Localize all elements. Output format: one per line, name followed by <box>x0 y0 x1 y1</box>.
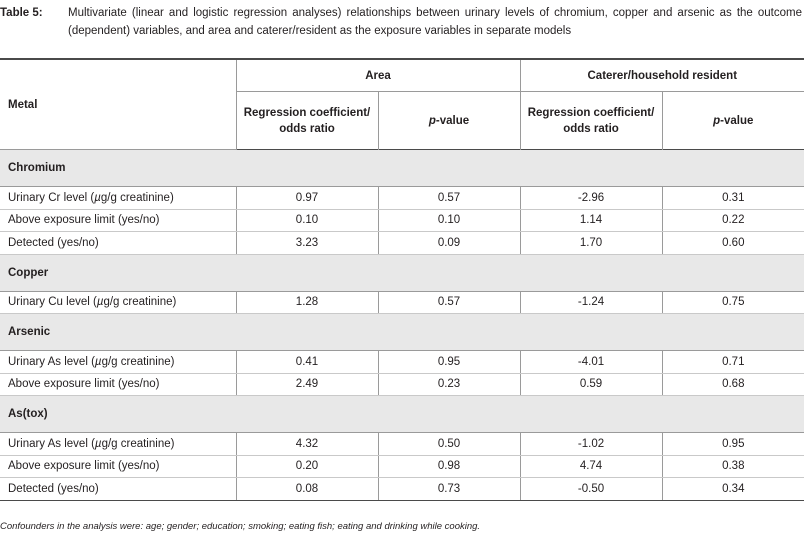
table-caption <box>0 4 804 40</box>
cell-area-p: 0.73 <box>378 478 520 501</box>
cell-area-p: 0.09 <box>378 232 520 255</box>
cell-area-coef: 2.49 <box>236 373 378 396</box>
cell-area-p: 0.95 <box>378 351 520 374</box>
row-label <box>0 455 236 478</box>
row-label <box>0 373 236 396</box>
cell-area-p: 0.23 <box>378 373 520 396</box>
mu-symbol: µ <box>94 191 101 204</box>
row-label <box>0 291 236 314</box>
row-label-text: Urinary Cr level ( <box>8 191 95 204</box>
cell-caterer-p: 0.95 <box>662 433 804 456</box>
cell-caterer-coef: 4.74 <box>520 455 662 478</box>
row-label-unit: g/g creatinine) <box>103 296 177 309</box>
p-letter: p <box>428 114 436 127</box>
cell-caterer-p: 0.31 <box>662 187 804 210</box>
row-label <box>0 478 236 501</box>
column-header-area-coef: Regression coefficient/ odds ratio <box>236 92 378 150</box>
column-header-area-p <box>378 92 520 150</box>
p-suffix: -value <box>720 114 754 127</box>
row-label <box>0 433 236 456</box>
row-label-text: Above exposure limit (yes/no) <box>8 378 160 391</box>
mu-symbol: µ <box>94 355 102 368</box>
cell-caterer-coef: 1.70 <box>520 232 662 255</box>
cell-caterer-coef: -2.96 <box>520 187 662 210</box>
table-row <box>0 351 804 374</box>
cell-caterer-coef: 1.14 <box>520 209 662 232</box>
cell-caterer-coef: -4.01 <box>520 351 662 374</box>
column-header-caterer-coef: Regression coefficient/ odds ratio <box>520 92 662 150</box>
section-title: Chromium <box>0 150 804 187</box>
table-row <box>0 455 804 478</box>
p-letter: p <box>713 114 721 127</box>
section-title: Copper <box>0 254 804 291</box>
cell-caterer-coef: 0.59 <box>520 373 662 396</box>
cell-area-p: 0.98 <box>378 455 520 478</box>
table-row <box>0 291 804 314</box>
table-row <box>0 373 804 396</box>
cell-area-p: 0.10 <box>378 209 520 232</box>
table-body <box>0 150 804 501</box>
cell-area-coef: 1.28 <box>236 291 378 314</box>
cell-caterer-p: 0.75 <box>662 291 804 314</box>
row-label <box>0 187 236 210</box>
table-row <box>0 478 804 501</box>
row-label-unit: g/g creatinine) <box>101 437 175 450</box>
column-header-metal: Metal <box>0 59 236 150</box>
column-group-caterer: Caterer/household resident <box>520 59 804 92</box>
header-row-groups <box>0 59 804 92</box>
row-label-text: Above exposure limit (yes/no) <box>8 460 160 473</box>
table-row <box>0 232 804 255</box>
row-label-unit: g/g creatinine) <box>101 355 175 368</box>
cell-caterer-p: 0.34 <box>662 478 804 501</box>
cell-area-p: 0.50 <box>378 433 520 456</box>
table-row <box>0 433 804 456</box>
cell-caterer-coef: -1.02 <box>520 433 662 456</box>
row-label-text: Urinary As level ( <box>8 355 95 368</box>
row-label-text: Detected (yes/no) <box>8 482 99 495</box>
cell-caterer-p: 0.68 <box>662 373 804 396</box>
table-label: Table 5: <box>0 7 43 19</box>
mu-symbol: µ <box>96 296 104 309</box>
row-label <box>0 351 236 374</box>
table-footnote: Confounders in the analysis were: age; gender; education; smoking; eating fish; eating and drinking while cooking. <box>0 521 481 532</box>
column-group-area: Area <box>236 59 520 92</box>
section-title: Arsenic <box>0 314 804 351</box>
cell-caterer-coef: -1.24 <box>520 291 662 314</box>
row-label <box>0 232 236 255</box>
p-suffix: -value <box>435 114 470 127</box>
results-table <box>0 58 804 501</box>
cell-area-coef: 0.20 <box>236 455 378 478</box>
cell-caterer-coef: -0.50 <box>520 478 662 501</box>
mu-symbol: µ <box>94 437 102 450</box>
table-row <box>0 209 804 232</box>
cell-area-p: 0.57 <box>378 291 520 314</box>
section-row <box>0 150 804 187</box>
table-row <box>0 187 804 210</box>
table-caption-text: Multivariate (linear and logistic regression analyses) relationships between urinary levels of chromium, copper and arsenic as the outcome (dependent) variables, and area and caterer/resident as the exposure variables in separate models <box>68 7 802 37</box>
row-label <box>0 209 236 232</box>
row-label-unit: g/g creatinine) <box>100 191 174 204</box>
cell-caterer-p: 0.60 <box>662 232 804 255</box>
cell-caterer-p: 0.38 <box>662 455 804 478</box>
row-label-text: Urinary As level ( <box>8 437 95 450</box>
cell-area-coef: 0.41 <box>236 351 378 374</box>
row-label-text: Above exposure limit (yes/no) <box>8 214 160 227</box>
section-row <box>0 396 804 433</box>
cell-area-coef: 0.10 <box>236 209 378 232</box>
cell-caterer-p: 0.22 <box>662 209 804 232</box>
cell-area-coef: 3.23 <box>236 232 378 255</box>
row-label-text: Urinary Cu level ( <box>8 296 97 309</box>
column-header-caterer-p <box>662 92 804 150</box>
section-row <box>0 314 804 351</box>
section-title: As(tox) <box>0 396 804 433</box>
cell-area-coef: 0.08 <box>236 478 378 501</box>
cell-area-p: 0.57 <box>378 187 520 210</box>
row-label-text: Detected (yes/no) <box>8 236 99 249</box>
section-row <box>0 254 804 291</box>
cell-caterer-p: 0.71 <box>662 351 804 374</box>
cell-area-coef: 0.97 <box>236 187 378 210</box>
cell-area-coef: 4.32 <box>236 433 378 456</box>
